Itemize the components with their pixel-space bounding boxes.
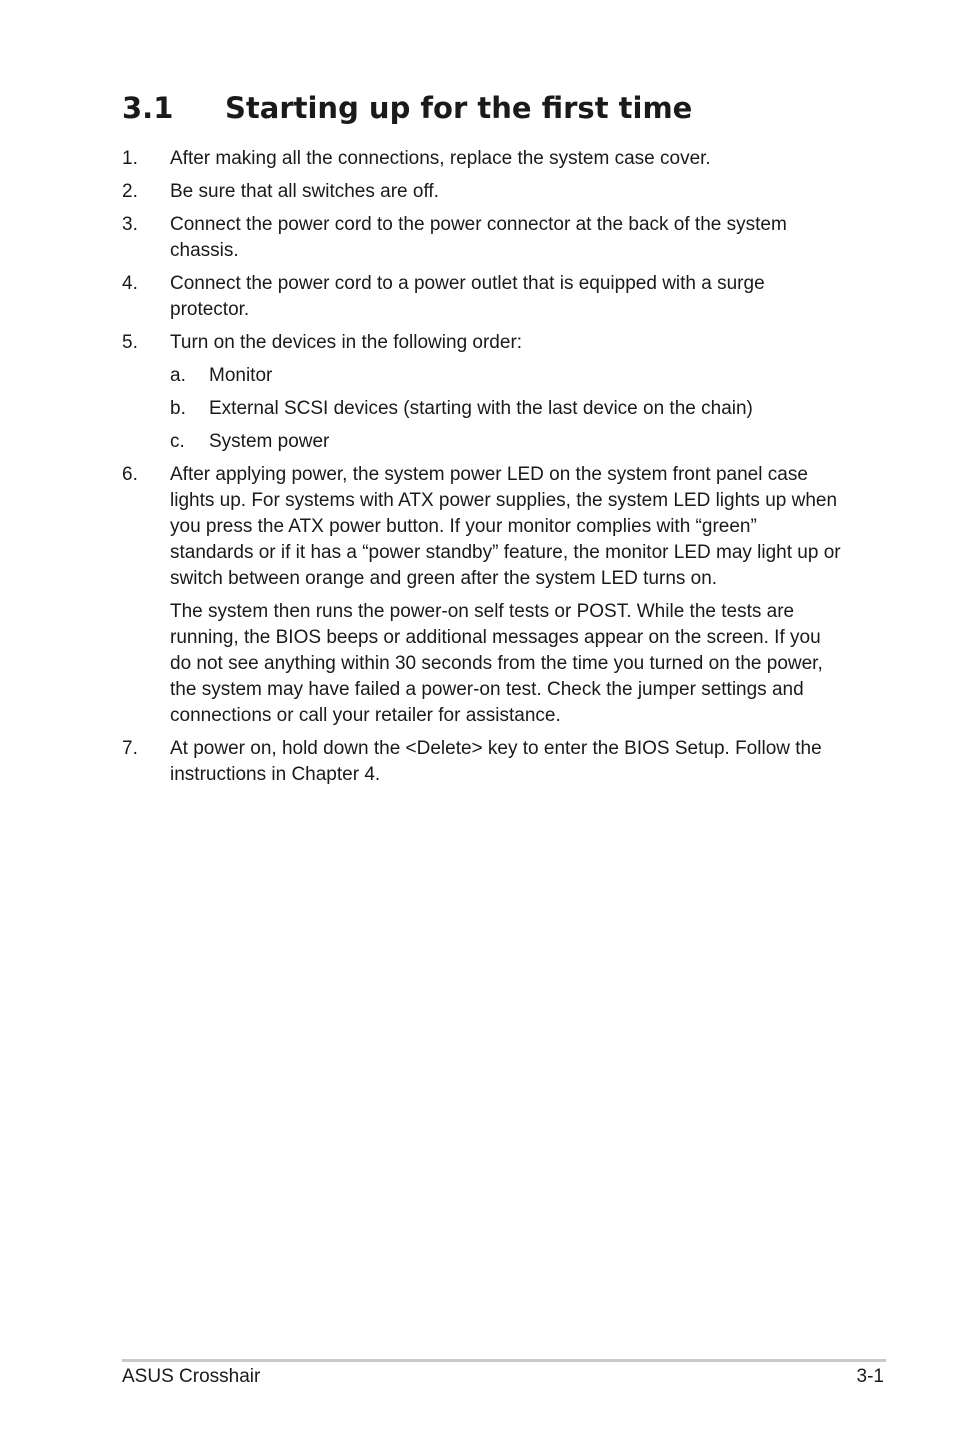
list-item-text: Turn on the devices in the following order: xyxy=(170,332,523,353)
list-item xyxy=(122,179,842,205)
list-item-text: Be sure that all switches are off. xyxy=(170,181,439,202)
list-item-text: Connect the power cord to a power outlet that is equipped with a surge protector. xyxy=(170,273,765,320)
list-marker: 2. xyxy=(122,181,138,202)
sub-list-item-text: Monitor xyxy=(209,365,273,386)
sub-list-item xyxy=(122,396,842,422)
list-item-text: Connect the power cord to the power connector at the back of the system chassis. xyxy=(170,214,787,261)
section-number: 3.1 xyxy=(122,91,174,125)
list-item xyxy=(122,462,842,592)
sub-list-item-text: External SCSI devices (starting with the last device on the chain) xyxy=(209,398,753,419)
sub-list-marker: c. xyxy=(170,431,185,452)
list-marker: 3. xyxy=(122,214,138,235)
list-marker: 5. xyxy=(122,332,138,353)
footer-product: ASUS Crosshair xyxy=(122,1366,261,1387)
list-marker: 1. xyxy=(122,148,138,169)
list-item xyxy=(122,736,842,788)
list-item xyxy=(122,271,842,323)
sub-list-item-text: System power xyxy=(209,431,330,452)
list-item-text: After applying power, the system power LED on the system front panel case lights up. For systems with ATX power supplies, the system LED lights up when you press the ATX power button. If your monitor complies with “green” standards or if it has a “power standby” feature, the monitor LED may light up or switch between orange and green after the system LED turns on. xyxy=(170,464,841,589)
page-number: 3-1 xyxy=(856,1366,884,1387)
list-item xyxy=(122,212,842,264)
list-item xyxy=(122,330,842,356)
sub-list-marker: b. xyxy=(170,398,186,419)
list-item-text: At power on, hold down the <Delete> key to enter the BIOS Setup. Follow the instructions in Chapter 4. xyxy=(170,738,822,785)
sub-list-marker: a. xyxy=(170,365,186,386)
sub-list-item xyxy=(122,429,842,455)
sub-list-item xyxy=(122,363,842,389)
footer-divider xyxy=(122,1359,886,1362)
list-item xyxy=(122,146,842,172)
post-paragraph: The system then runs the power-on self tests or POST. While the tests are running, the BIOS beeps or additional messages appear on the screen. If you do not see anything within 30 seconds from the time you turned on the power, the system may have failed a power-on test. Check the jumper settings and connections or call your retailer for assistance. xyxy=(170,601,823,726)
section-heading xyxy=(122,88,692,128)
list-item-text: After making all the connections, replace the system case cover. xyxy=(170,148,711,169)
steps-list xyxy=(122,146,842,795)
list-marker: 7. xyxy=(122,738,138,759)
list-marker: 4. xyxy=(122,273,138,294)
list-marker: 6. xyxy=(122,464,138,485)
section-title: Starting up for the first time xyxy=(225,91,693,125)
